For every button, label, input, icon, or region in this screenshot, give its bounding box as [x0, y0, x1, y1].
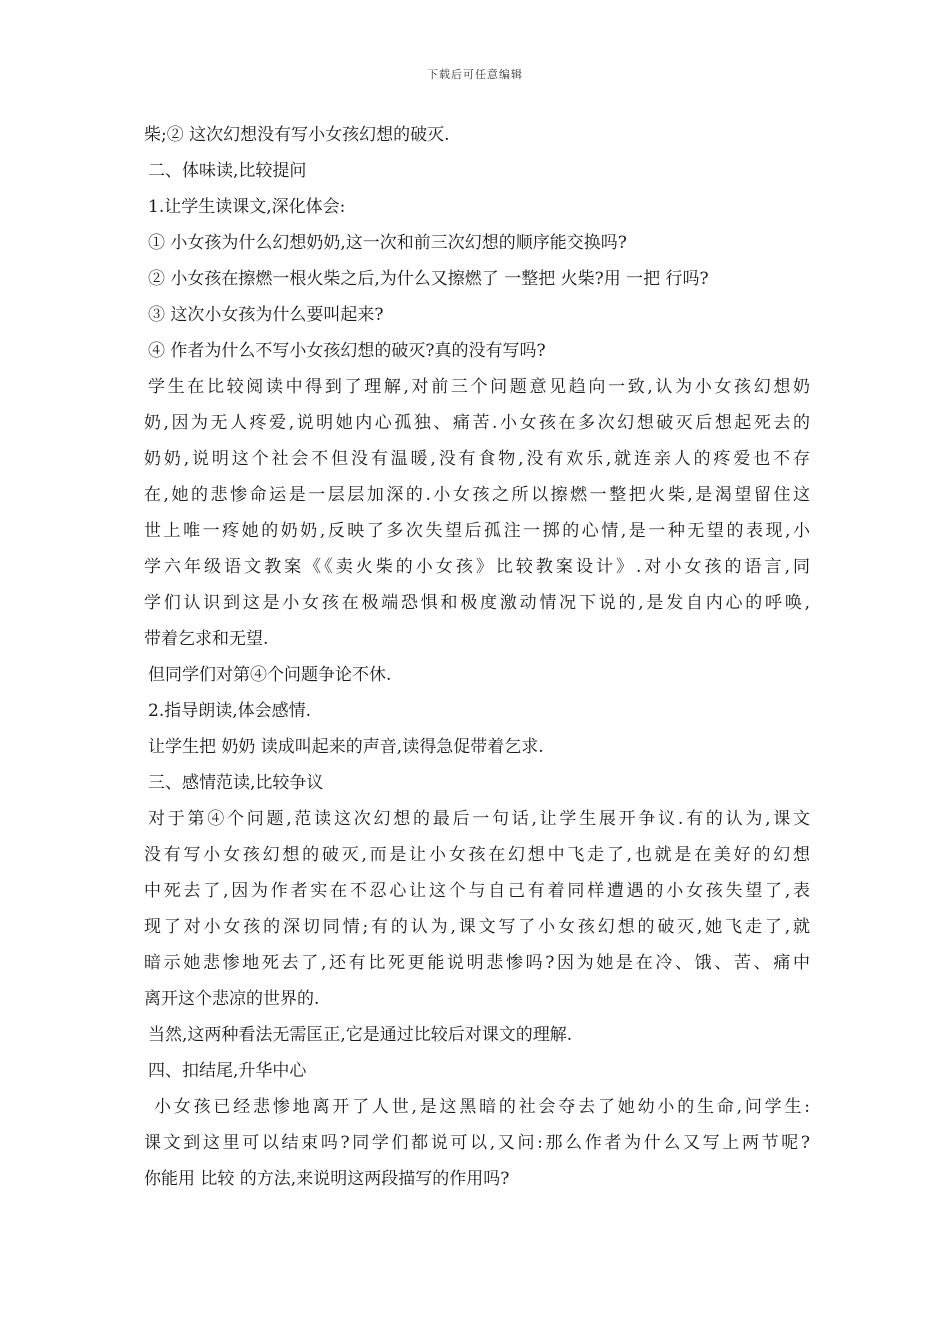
text-line: ② 小女孩在擦燃一根火柴之后,为什么又擦燃了 一整把 火柴?用 一把 行吗? — [148, 269, 709, 289]
text-line: 柴;② 这次幻想没有写小女孩幻想的破灭. — [144, 125, 450, 145]
text-line: 中死去了,因为作者实在不忍心让这个与自己有着同样遭遇的小女孩失望了,表 — [144, 881, 810, 901]
text-line: ① 小女孩为什么幻想奶奶,这一次和前三次幻想的顺序能交换吗? — [148, 233, 627, 253]
text-line: 四、扣结尾,升华中心 — [148, 1061, 307, 1081]
text-line: 当然,这两种看法无需匡正,它是通过比较后对课文的理解. — [148, 1025, 573, 1045]
text-line: 但同学们对第④个问题争论不休. — [148, 665, 392, 685]
text-line: 学生在比较阅读中得到了理解,对前三个问题意见趋向一致,认为小女孩幻想奶 — [148, 377, 810, 397]
text-line: 奶奶,说明这个社会不但没有温暖,没有食物,没有欢乐,就连亲人的疼爱也不存 — [144, 449, 810, 469]
text-line: 对于第④个问题,范读这次幻想的最后一句话,让学生展开争议.有的认为,课文 — [148, 809, 810, 829]
text-line: 奶,因为无人疼爱,说明她内心孤独、痛苦.小女孩在多次幻想破灭后想起死去的 — [144, 413, 810, 433]
text-line: 课文到这里可以结束吗?同学们都说可以,又问:那么作者为什么又写上两节呢? — [144, 1133, 810, 1153]
text-line: 二、体味读,比较提问 — [148, 161, 307, 181]
text-line: ④ 作者为什么不写小女孩幻想的破灭?真的没有写吗? — [148, 341, 546, 361]
text-line: 三、感情范读,比较争议 — [148, 773, 324, 793]
text-line: 你能用 比较 的方法,来说明这两段描写的作用吗? — [144, 1169, 510, 1189]
document-body — [144, 126, 810, 1206]
text-line: 2.指导朗读,体会感情. — [148, 701, 312, 721]
text-line: ③ 这次小女孩为什么要叫起来? — [148, 305, 384, 325]
text-line: 学们认识到这是小女孩在极端恐惧和极度激动情况下说的,是发自内心的呼唤, — [144, 593, 810, 613]
page-header: 下载后可任意编辑 — [427, 68, 523, 81]
text-line: 没有写小女孩幻想的破灭,而是让小女孩在幻想中飞走了,也就是在美好的幻想 — [144, 845, 810, 865]
text-line: 世上唯一疼她的奶奶,反映了多次失望后孤注一掷的心情,是一种无望的表现,小 — [144, 521, 810, 541]
text-line: 暗示她悲惨地死去了,还有比死更能说明悲惨吗?因为她是在冷、饿、苦、痛中 — [144, 953, 810, 973]
text-line: 带着乞求和无望. — [144, 629, 269, 649]
text-line: 离开这个悲凉的世界的. — [144, 989, 320, 1009]
text-line: 在,她的悲惨命运是一层层加深的.小女孩之所以擦燃一整把火柴,是渴望留住这 — [144, 485, 810, 505]
text-line: 小女孩已经悲惨地离开了人世,是这黑暗的社会夺去了她幼小的生命,问学生: — [154, 1097, 810, 1117]
text-line: 学六年级语文教案《《卖火柴的小女孩》比较教案设计》.对小女孩的语言,同 — [144, 557, 810, 577]
text-line: 1.让学生读课文,深化体会: — [148, 197, 346, 217]
text-line: 让学生把 奶奶 读成叫起来的声音,读得急促带着乞求. — [148, 737, 544, 757]
text-line: 现了对小女孩的深切同情;有的认为,课文写了小女孩幻想的破灭,她飞走了,就 — [144, 917, 810, 937]
